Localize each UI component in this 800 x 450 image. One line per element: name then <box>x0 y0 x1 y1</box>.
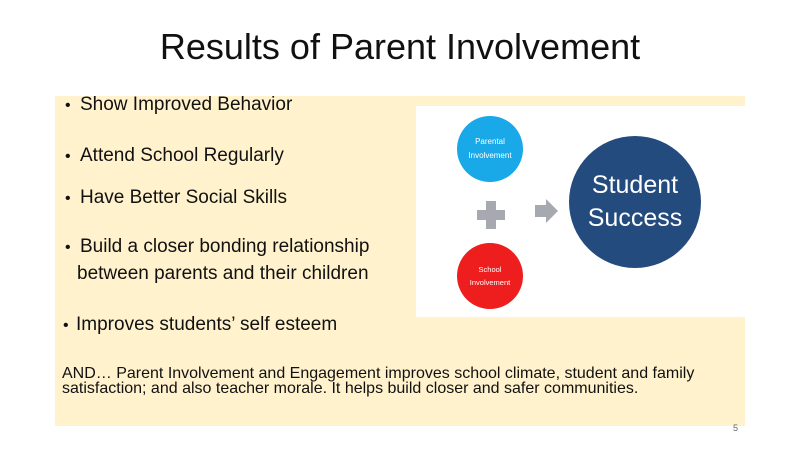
bullet-item-continuation: between parents and their children <box>77 263 369 284</box>
closing-paragraph: AND… Parent Involvement and Engagement improves school climate, student and family satisfaction; and also teacher morale. It helps build closer and safer communities. <box>62 365 695 397</box>
bullet-dot: • <box>65 148 71 165</box>
parental-involvement-circle: Parental Involvement <box>457 116 523 182</box>
bullet-item: • Improves students’ self esteem <box>63 314 338 335</box>
slide-title: Results of Parent Involvement <box>159 26 641 67</box>
bullet-item: • Show Improved Behavior <box>65 94 293 115</box>
arrow-right-icon <box>535 199 559 223</box>
page-number: 5 <box>733 423 739 433</box>
student-success-diagram <box>416 106 745 317</box>
bullet-item: • Have Better Social Skills <box>65 187 287 208</box>
bullet-dot: • <box>65 190 71 207</box>
bullet-item: • Build a closer bonding relationship <box>65 236 370 257</box>
plus-icon <box>486 201 496 229</box>
bullet-item: • Attend School Regularly <box>65 145 284 166</box>
bullet-dot: • <box>63 317 69 334</box>
student-success-circle: Student Success <box>569 136 701 268</box>
school-involvement-circle: School Involvement <box>457 243 523 309</box>
bullet-dot: • <box>65 239 71 256</box>
bullet-dot: • <box>65 97 71 114</box>
